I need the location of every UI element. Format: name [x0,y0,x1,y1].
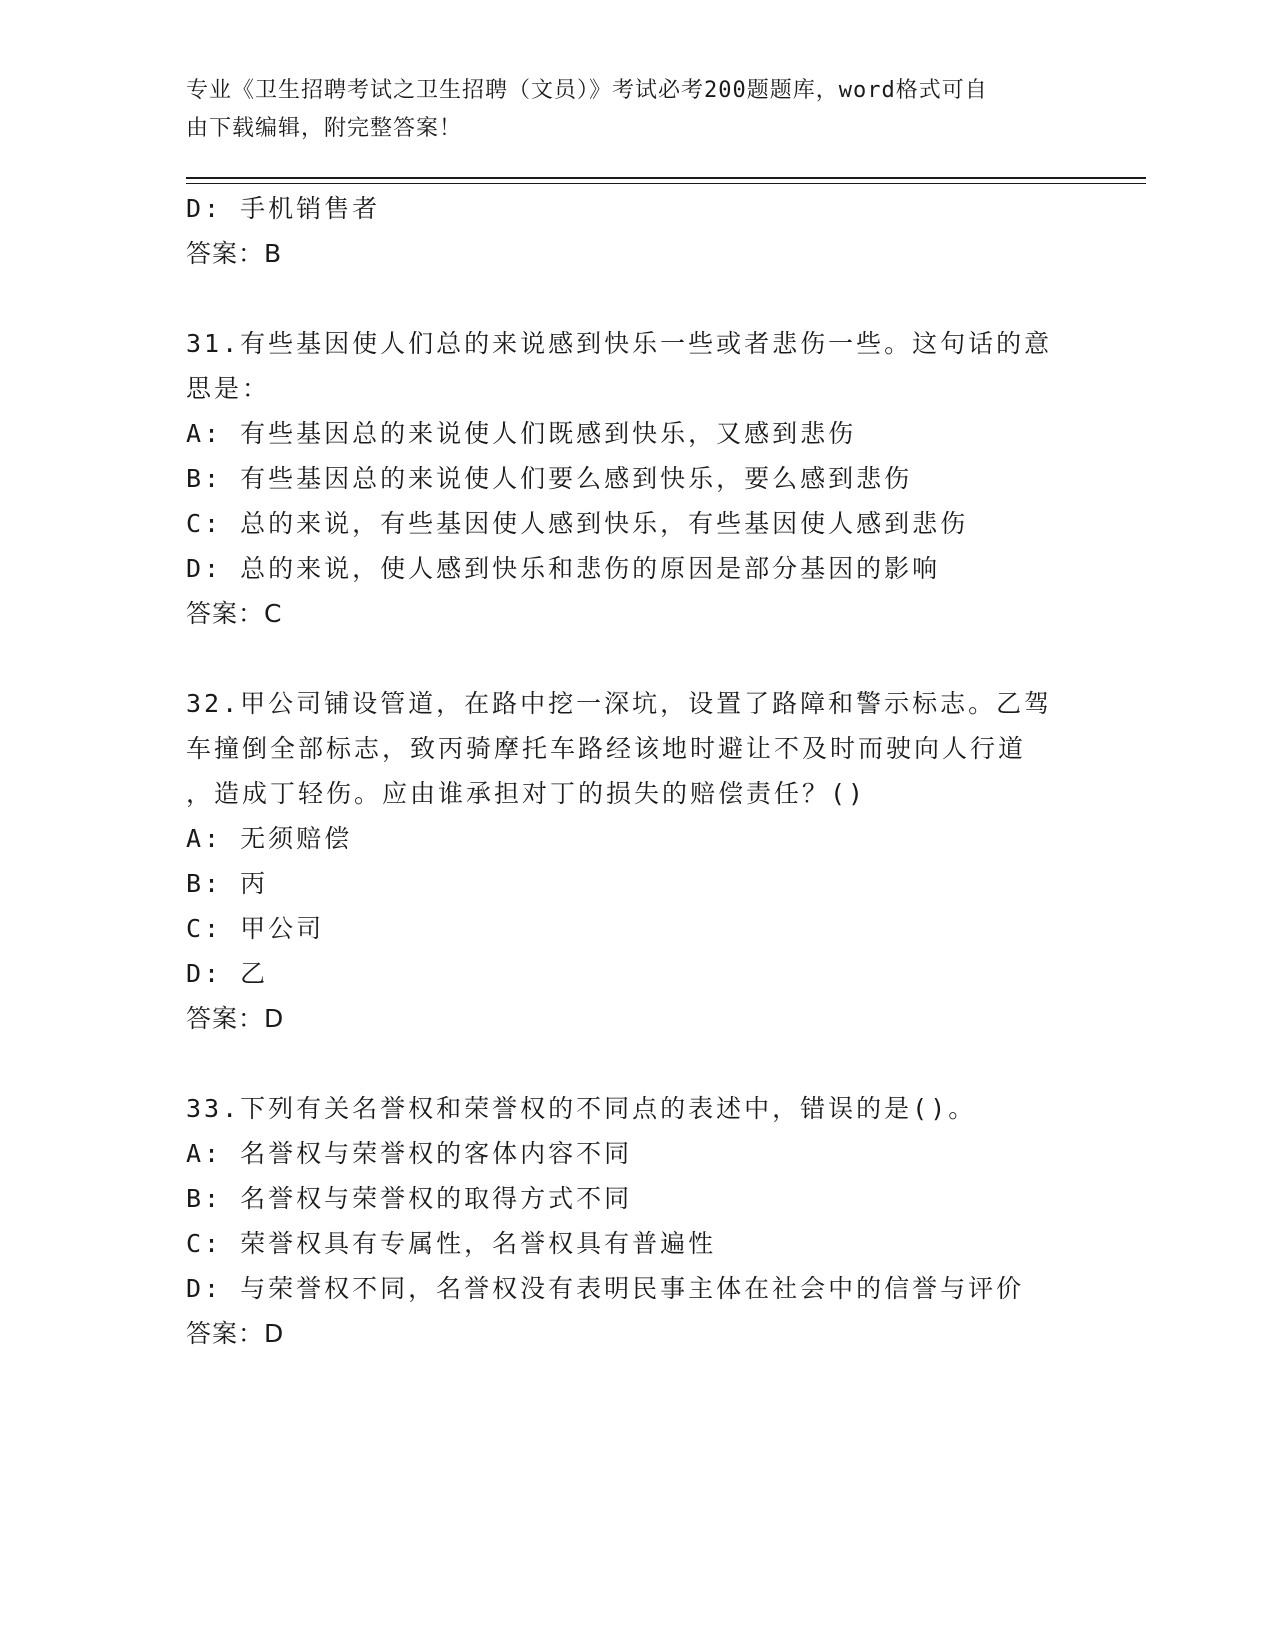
answer: 答案：D [186,1004,285,1033]
answer: 答案：D [186,1319,285,1348]
option-d: D: 总的来说，使人感到快乐和悲伤的原因是部分基因的影响 [186,554,941,583]
question-32 [186,681,1066,1041]
option-b: B: 有些基因总的来说使人们要么感到快乐，要么感到悲伤 [186,464,913,493]
question-stem-line: 车撞倒全部标志，致丙骑摩托车路经该地时避让不及时而驶向人行道 [186,734,1027,763]
question-stem-line: 33.下列有关名誉权和荣誉权的不同点的表述中，错误的是()。 [186,1094,977,1123]
option-c: C: 荣誉权具有专属性，名誉权具有普遍性 [186,1229,717,1258]
question-list [186,186,1066,1356]
header-line-2: 由下载编辑，附完整答案！ [186,116,463,141]
option-a: A: 无须赔偿 [186,824,353,853]
option-b: B: 丙 [186,869,269,898]
prev-option-d: D: 手机销售者 [186,194,381,223]
question-33 [186,1086,1066,1356]
question-stem-line: 31.有些基因使人们总的来说感到快乐一些或者悲伤一些。这句话的意 [186,329,1053,358]
header-line-1: 专业《卫生招聘考试之卫生招聘（文员）》考试必考200题题库，word格式可自 [186,78,988,103]
option-d: D: 乙 [186,959,269,988]
header-divider-thick [186,177,1146,179]
prev-answer: 答案：B [186,239,283,268]
question-31 [186,321,1066,636]
question-stem-line: 思是： [186,374,271,403]
option-b: B: 名誉权与荣誉权的取得方式不同 [186,1184,633,1213]
answer: 答案：C [186,599,283,628]
option-a: A: 名誉权与荣誉权的客体内容不同 [186,1139,633,1168]
header-divider-thin [186,183,1146,184]
option-c: C: 总的来说，有些基因使人感到快乐，有些基因使人感到悲伤 [186,509,969,538]
question-stem-line: 32.甲公司铺设管道，在路中挖一深坑，设置了路障和警示标志。乙驾 [186,689,1053,718]
option-d: D: 与荣誉权不同，名誉权没有表明民事主体在社会中的信誉与评价 [186,1274,1025,1303]
document-header [186,72,1066,148]
question-stem-line: ，造成丁轻伤。应由谁承担对丁的损失的赔偿责任？() [186,779,867,808]
option-a: A: 有些基因总的来说使人们既感到快乐，又感到悲伤 [186,419,857,448]
option-c: C: 甲公司 [186,914,325,943]
